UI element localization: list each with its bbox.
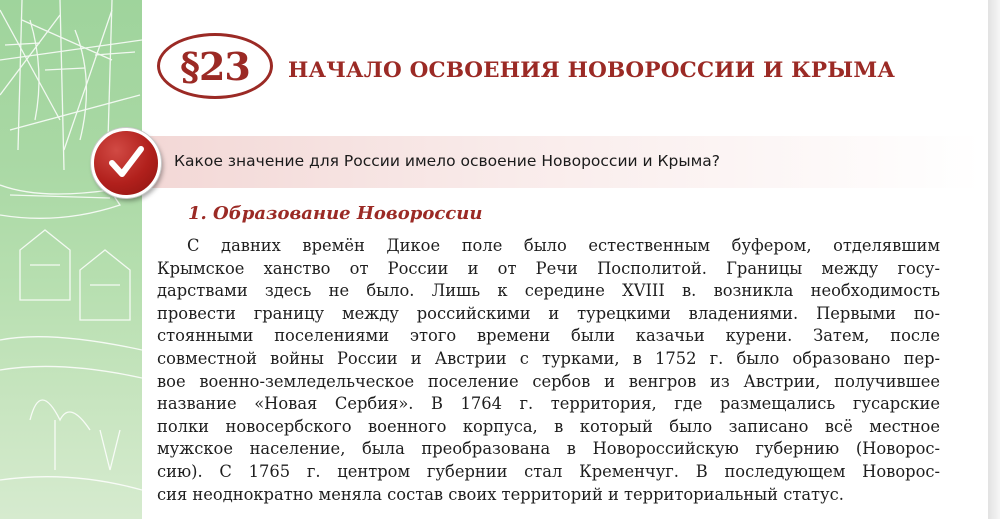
page-edge-shadow — [988, 0, 1000, 519]
body-line: сию). С 1765 г. центром губернии стал Кременчуг. В последующем Новорос- — [157, 461, 940, 481]
decorative-side-strip — [0, 0, 142, 519]
body-line: Крымское ханство от России и от Речи Посполитой. Границы между госу- — [157, 258, 940, 278]
key-question: Какое значение для России имело освоение Новороссии и Крыма? — [174, 152, 721, 170]
checkmark-badge — [91, 128, 161, 198]
body-line: С давних времён Дикое поле было естественным буфером, отделявшим — [187, 236, 940, 255]
paragraph-number: §23 — [180, 43, 250, 89]
chapter-title: НАЧАЛО ОСВОЕНИЯ НОВОРОССИИ И КРЫМА — [288, 58, 896, 83]
body-line: дарствами здесь не было. Лишь к середине XVIII в. возникла необходимость — [157, 281, 940, 301]
body-line: сия неоднократно меняла состав своих территорий и территориальный статус. — [157, 484, 844, 504]
body-line: провести границу между российскими и турецкими владениями. Первыми по- — [157, 303, 940, 323]
body-line: название «Новая Сербия». В 1764 г. территория, где размещались гусарские — [157, 394, 940, 414]
body-line: совместной войны России и Австрии с турками, в 1752 г. было образовано пер- — [157, 348, 940, 368]
body-line: вое военно-земледельческое поселение сербов и венгров из Австрии, получившее — [157, 371, 940, 391]
checkmark-icon — [106, 143, 146, 183]
body-text — [157, 235, 940, 506]
paragraph-number-oval — [157, 33, 273, 99]
ship-sketch-illustration — [0, 0, 142, 519]
body-line: мужское население, была преобразована в Новороссийскую губернию (Новорос- — [157, 439, 940, 459]
section-heading: 1. Образование Новороссии — [188, 203, 483, 224]
body-line: полки новосербского военного корпуса, в который было записано всё местное — [157, 416, 940, 436]
body-line: стоянными поселениями этого времени были казачьи курени. Затем, после — [157, 326, 940, 346]
